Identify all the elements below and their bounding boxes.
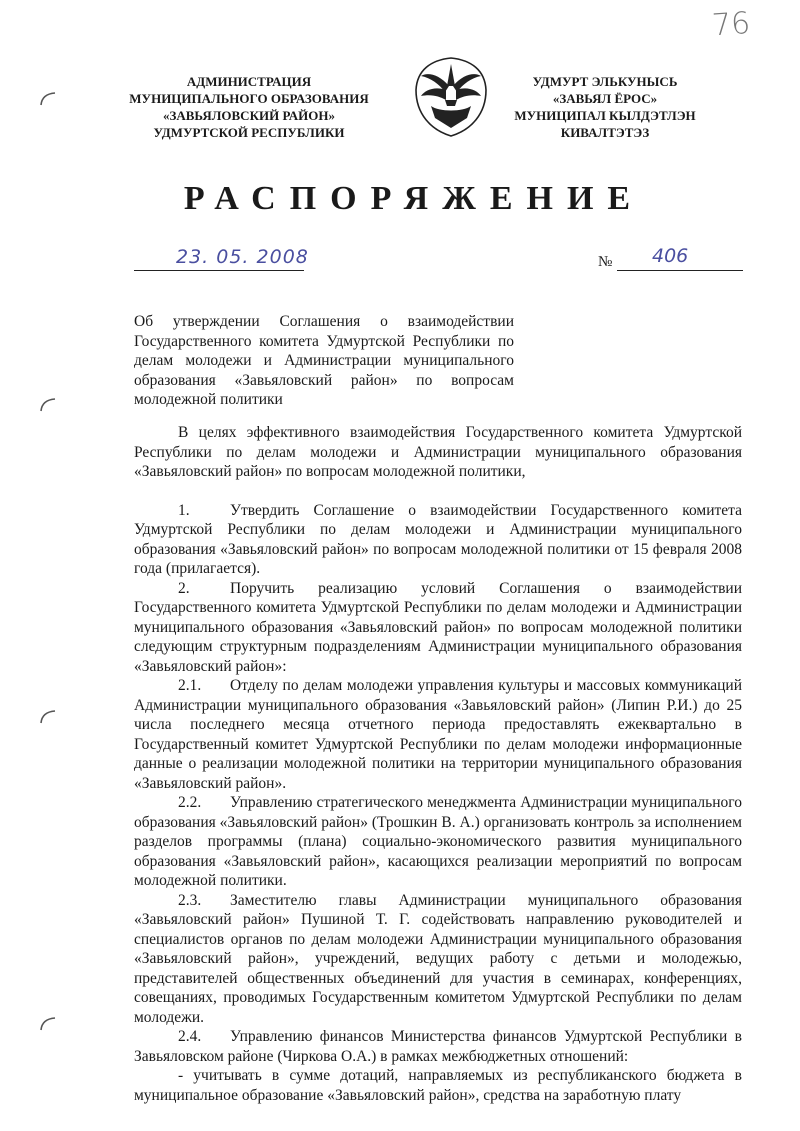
document-title: РАСПОРЯЖЕНИЕ bbox=[183, 180, 645, 217]
header-left-line: АДМИНИСТРАЦИЯ bbox=[186, 74, 312, 89]
item-text: Утвердить Соглашение о взаимодействии Государственного комитета Удмуртской Республики по делам молодежи и Администрации муниципального образования «Завьяловский район» по вопросам молодежной политики от 15 февраля 2008 года (прилагается). bbox=[134, 501, 742, 577]
punch-hole-mark bbox=[40, 710, 56, 724]
document-date: 23. 05. 2008 bbox=[176, 246, 309, 268]
header-right-line: «ЗАВЬЯЛ ЁРОС» bbox=[552, 91, 658, 106]
header-right-block bbox=[500, 73, 710, 141]
item-text: Управлению финансов Министерства финансов Удмуртской Республики в Завьяловском районе (Чиркова О.А.) в рамках межбюджетных отношений: bbox=[134, 1028, 742, 1065]
list-item bbox=[134, 676, 742, 793]
list-item bbox=[134, 891, 742, 1028]
header-right-line: КИВАЛТЭТЭЗ bbox=[560, 125, 650, 140]
number-label: № bbox=[598, 254, 613, 270]
item-text: Заместителю главы Администрации муниципального образования «Завьяловский район» Пушиной Т. Г. содействовать направлению руководителей и специалистов органов по делам молодежи Администрации муниципального образования «Завьяловский район», учреждений, ведущих работу с детьми и молодежью, представителей общественных объединений для участия в семинарах, конференциях, совещаниях, проводимых Государственным комитетом Удмуртской Республики по делам молодежи. bbox=[134, 891, 742, 1026]
header-left-block bbox=[118, 73, 380, 141]
item-text: Отделу по делам молодежи управления культуры и массовых коммуникаций Администрации муниципального образования «Завьяловский район» (Липин Р.И.) до 25 числа последнего месяца отчетного периода предоставлять ежеквартально в Государственный комитет Удмуртской Республики по делам молодежи информационные данные о реализации молодежной политики на территории муниципального образования «Завьяловский район». bbox=[134, 677, 742, 792]
sub-item-paragraph: - учитывать в сумме дотаций, направляемых из республиканского бюджета в муниципальное образование «Завьяловский район», средства на заработную плату bbox=[134, 1067, 742, 1104]
handwritten-page-number: 76 bbox=[710, 5, 752, 44]
list-item bbox=[134, 579, 742, 677]
document-body bbox=[134, 423, 742, 1105]
punch-hole-mark bbox=[40, 1017, 56, 1031]
item-text: Управлению стратегического менеджмента Администрации муниципального образования «Завьяловский район» (Трошкин В. А.) организовать контроль за исполнением разделов программы (плана) социально-экономического развития муниципального образования «Завьяловский район», касающихся реализации мероприятий по вопросам молодежной политики. bbox=[134, 794, 742, 889]
item-number: 2.2. bbox=[178, 794, 202, 811]
header-left-line: УДМУРТСКОЙ РЕСПУБЛИКИ bbox=[153, 125, 345, 140]
date-underline bbox=[134, 270, 304, 271]
punch-hole-mark bbox=[40, 92, 56, 106]
district-coat-of-arms-icon bbox=[413, 56, 489, 138]
header-right-line: УДМУРТ ЭЛЬКУНЫСЬ bbox=[532, 74, 678, 89]
header-left-line: МУНИЦИПАЛЬНОГО ОБРАЗОВАНИЯ bbox=[129, 91, 369, 106]
header-right-line: МУНИЦИПАЛ КЫЛДЭТЛЭН bbox=[514, 108, 696, 123]
list-item bbox=[134, 793, 742, 891]
item-text: Поручить реализацию условий Соглашения о взаимодействии Государственного комитета Удмуртской Республики по делам молодежи и Администрации муниципального образования «Завьяловский район» по вопросам молодежной политики следующим структурным подразделениям Администрации муниципального образования «Завьяловский район»: bbox=[134, 579, 742, 675]
punch-hole-mark bbox=[40, 398, 56, 412]
item-number: 2.1. bbox=[178, 677, 202, 694]
number-underline bbox=[617, 270, 743, 271]
item-number: 2. bbox=[178, 579, 190, 597]
document-number: 406 bbox=[652, 245, 689, 267]
preamble-paragraph: В целях эффективного взаимодействия Государственного комитета Удмуртской Республики по делам молодежи и Администрации муниципального образования «Завьяловский район» по вопросам молодежной политики, bbox=[134, 424, 742, 480]
list-item bbox=[134, 1027, 742, 1066]
item-number: 2.3. bbox=[178, 891, 202, 909]
header-left-line: «ЗАВЬЯЛОВСКИЙ РАЙОН» bbox=[163, 108, 335, 123]
item-number: 2.4. bbox=[178, 1028, 202, 1045]
list-item bbox=[134, 501, 742, 579]
item-number: 1. bbox=[178, 501, 190, 519]
document-subject: Об утверждении Соглашения о взаимодействии Государственного комитета Удмуртской Республики по делам молодежи и Администрации муниципального образования «Завьяловский район» по вопросам молодежной политики bbox=[134, 313, 514, 408]
